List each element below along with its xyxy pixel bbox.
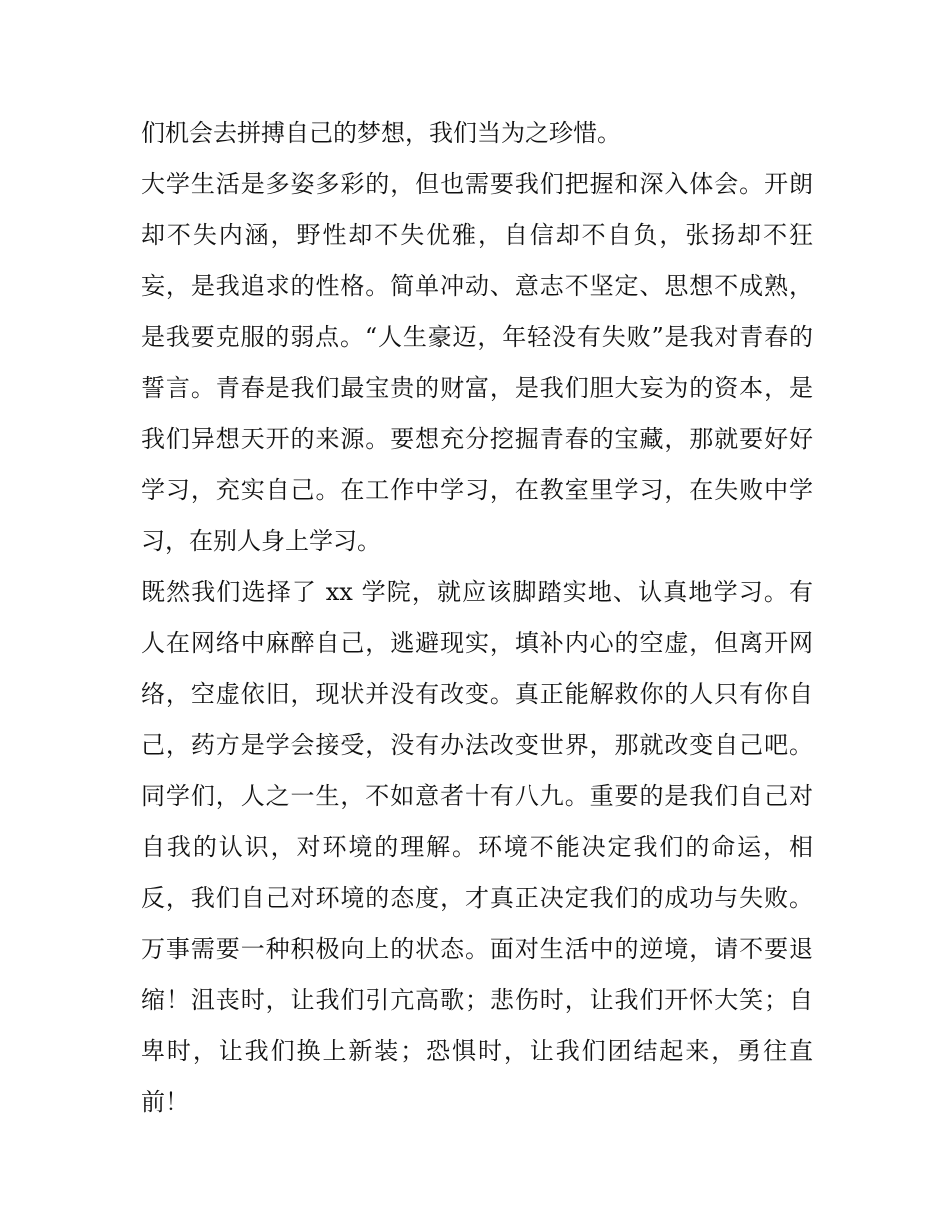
text-line: 们机会去拼搏自己的梦想，我们当为之珍惜。 <box>141 119 621 147</box>
text-line: 卑时，让我们换上新装；恐惧时，让我们团结起来，勇往直 <box>141 1037 813 1065</box>
text-line: 万事需要一种积极向上的状态。面对生活中的逆境，请不要退 <box>141 935 813 963</box>
body-text <box>141 108 813 1128</box>
text-line: 既然我们选择了 xx 学院，就应该脚踏实地、认真地学习。有 <box>141 578 813 606</box>
text-line: 学习，充实自己。在工作中学习，在教室里学习，在失败中学 <box>141 476 813 504</box>
text-line: 络，空虚依旧，现状并没有改变。真正能解救你的人只有你自 <box>141 680 813 708</box>
text-line: 誓言。青春是我们最宝贵的财富，是我们胆大妄为的资本，是 <box>141 374 813 402</box>
text-line: 同学们，人之一生，不如意者十有八九。重要的是我们自己对 <box>141 782 813 810</box>
text-line: 缩！沮丧时，让我们引亢高歌；悲伤时，让我们开怀大笑；自 <box>141 986 813 1014</box>
text-line: 反，我们自己对环境的态度，才真正决定我们的成功与失败。 <box>141 884 813 912</box>
text-line: 大学生活是多姿多彩的，但也需要我们把握和深入体会。开朗 <box>141 170 813 198</box>
text-line: 我们异想天开的来源。要想充分挖掘青春的宝藏，那就要好好 <box>141 425 813 453</box>
text-line: 己，药方是学会接受，没有办法改变世界，那就改变自己吧。 <box>141 731 813 759</box>
text-line: 却不失内涵，野性却不失优雅，自信却不自负，张扬却不狂 <box>141 221 813 249</box>
text-line: 是我要克服的弱点。“人生豪迈，年轻没有失败”是我对青春的 <box>141 323 813 351</box>
text-line: 前！ <box>141 1088 189 1116</box>
text-line: 人在网络中麻醉自己，逃避现实，填补内心的空虚，但离开网 <box>141 629 813 657</box>
text-line: 习，在别人身上学习。 <box>141 527 381 555</box>
text-line: 妄，是我追求的性格。简单冲动、意志不坚定、思想不成熟， <box>141 272 813 300</box>
text-line: 自我的认识，对环境的理解。环境不能决定我们的命运，相 <box>141 833 813 861</box>
